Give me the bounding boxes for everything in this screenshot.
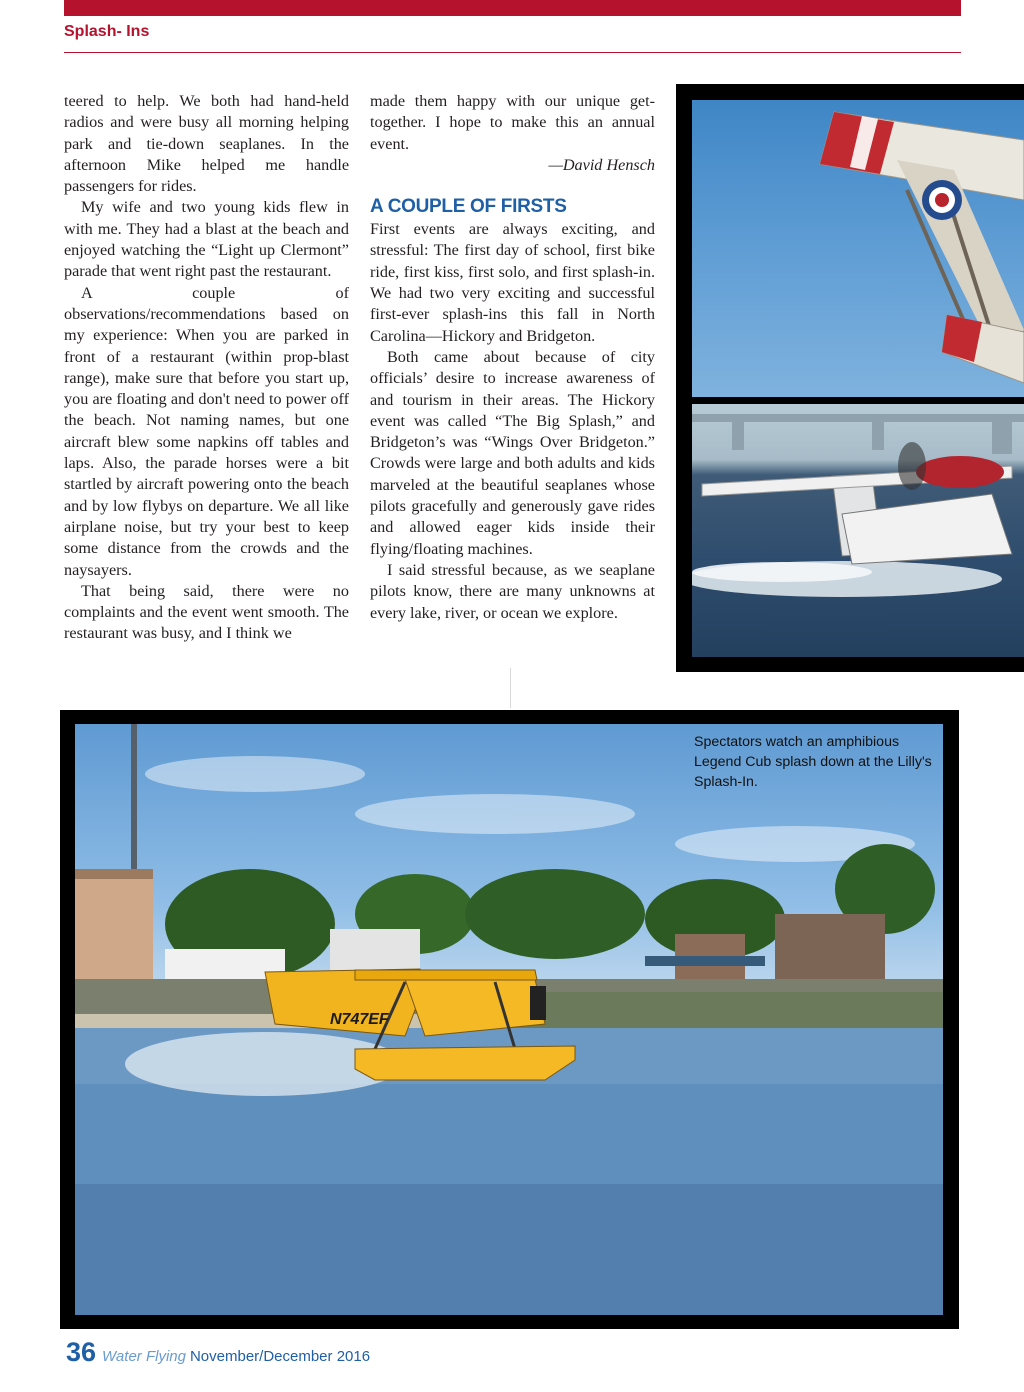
legend-cub-photo [75,724,943,1315]
splash-in-illustration [75,724,943,1315]
section-label: Splash- Ins [64,23,150,40]
header-rule [64,52,961,53]
author-signature: —David Hensch [548,155,655,174]
paragraph: That being said, there were no complaints and the event went smooth. The restaurant was busy, and I think we [64,581,349,643]
column-divider [510,668,511,708]
paragraph: Both came about because of city officials’ desire to increase awareness of and tourism in their areas. The Hickory event was called “The Big Splash,” and Bridgeton’s was “Wings Over Bridgeton.” Crowds were large and both adults and kids marveled at the beautiful seaplanes whose pilots gracefully and generously gave rides and allowed eager kids inside their flying/floating machines. [370,347,655,558]
paragraph: A couple of observations/recommendations based on my experience: When you are parked in front of a restaurant (within prop-blast range), make sure that before you start up, you are floating and don't need to power off the beach. Not naming names, but one aircraft blew some napkins off tables and laps. Also, the parade horses were a bit startled by aircraft powering onto the beach and by low flybys on departure. We all like airplane noise, but try your best to keep some distance from the crowds and the naysayers. [64,283,349,579]
header-bar [64,0,961,16]
issue-date: November/December 2016 [189,1348,371,1365]
aircraft-registration: N747EF [330,1011,389,1028]
page-number: 36 [66,1337,97,1367]
photo-caption: Spectators watch an amphibious Legend Cub splash down at the Lilly's Splash-In. [694,734,932,790]
biplane-illustration [692,100,1024,397]
article-column-1 [64,91,349,645]
paragraph: teered to help. We both had hand-held radios and were busy all morning helping park and tie-down seaplanes. In the afternoon Mike helped me handle passengers for rides. [64,92,349,196]
magazine-name: Water Flying [102,1348,186,1365]
paragraph: I said stressful because, as we seaplane pilots know, there are many unknowns at every lake, river, or ocean we explore. [370,560,655,622]
biplane-photo [692,100,1024,397]
paragraph: made them happy with our unique get-together. I hope to make this an annual event. [370,92,655,153]
seaplane-illustration [692,404,1024,657]
page-footer [66,1337,370,1368]
seaplane-takeoff-photo [692,404,1024,657]
paragraph: My wife and two young kids flew in with me. They had a blast at the beach and enjoyed watching the “Light up Clermont” parade that went right past the restaurant. [64,198,349,281]
section-subhead: A COUPLE OF FIRSTS [370,196,567,218]
article-column-2 [370,91,655,624]
paragraph: First events are always exciting, and stressful: The first day of school, first bike ride, first kiss, first solo, and first splash-in. We had two very exciting and successful first-ever splash-ins this fall in North Carolina—Hickory and Bridgeton. [370,220,655,345]
